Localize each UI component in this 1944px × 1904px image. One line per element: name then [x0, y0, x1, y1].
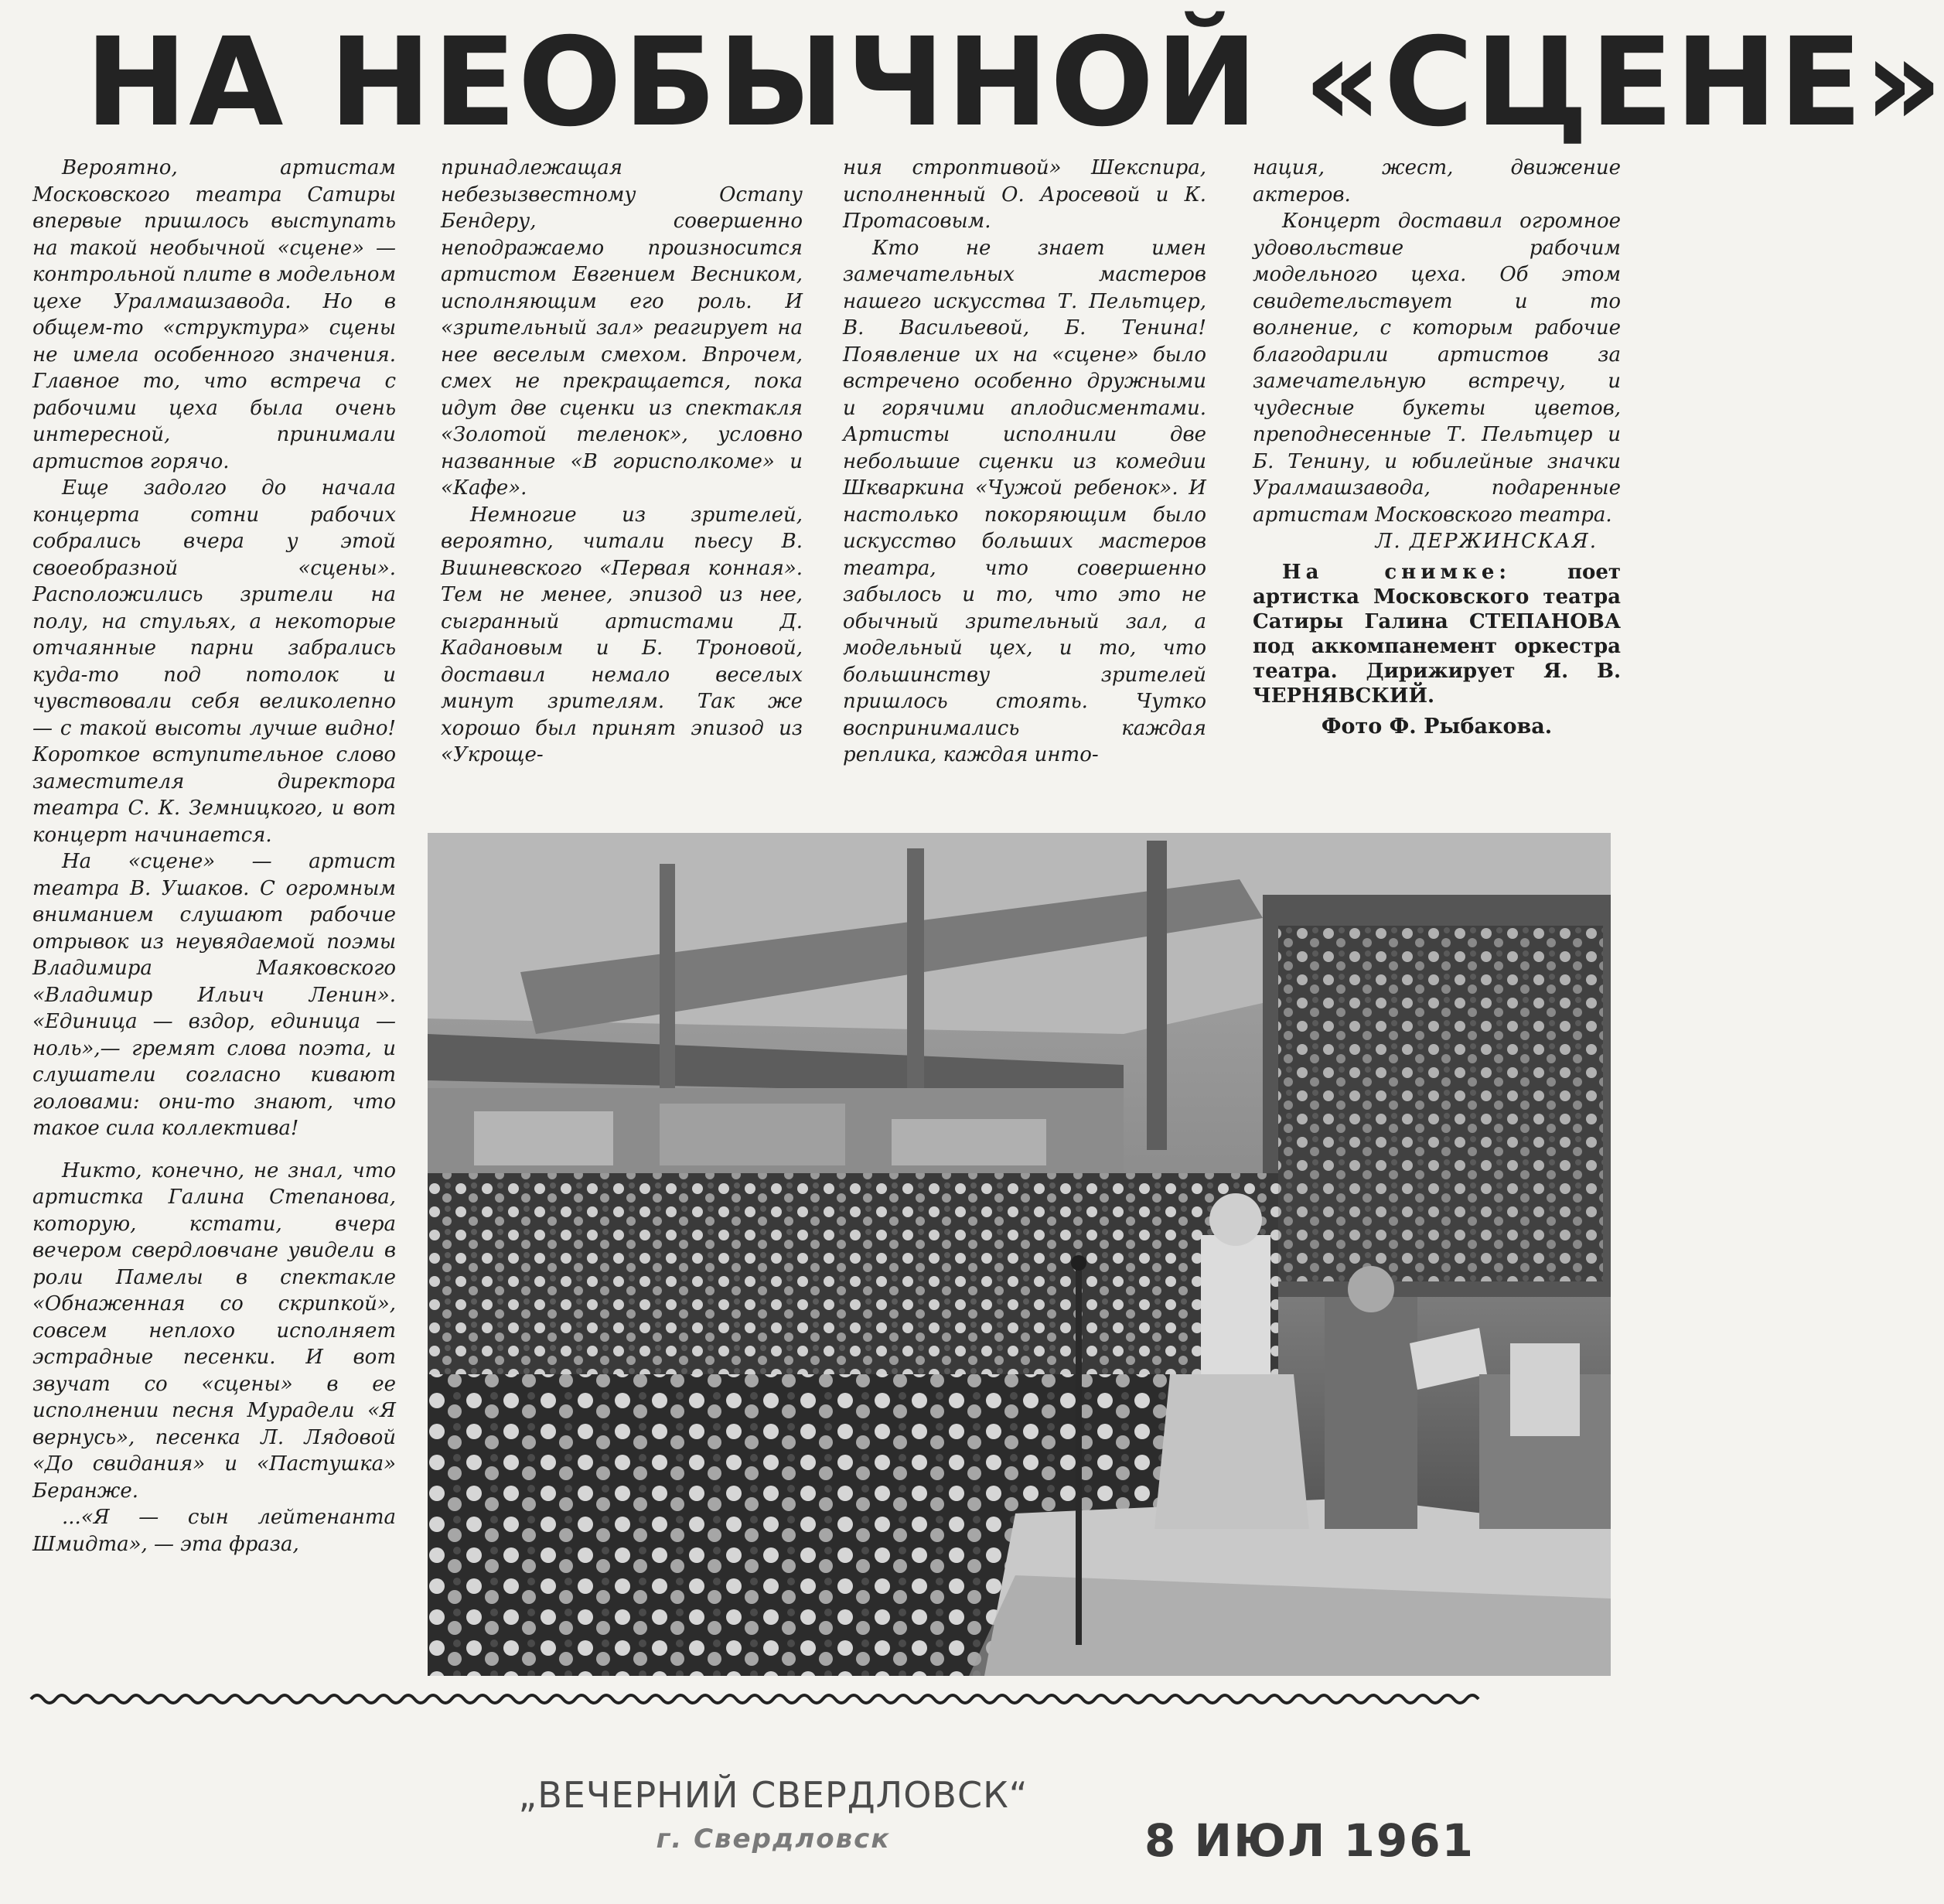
concert-photograph [428, 833, 1611, 1676]
article-column-2 [441, 155, 803, 769]
photo-credit: Фото Ф. Рыбакова. [1321, 714, 1553, 739]
paragraph: принадлежащая небезызвестному Остапу Бендеру, совершенно неподражаемо произносится артистом Евгением Весником, исполняющим его роль. И «зрительный зал» реагирует на нее веселым смехом. Впрочем, смех не прекращается, пока идут две сценки из спектакля «Золотой теленок», условно названные «В горисполкоме» и «Кафе». [441, 156, 803, 500]
article-column-1 [32, 155, 396, 1558]
paragraph: Вероятно, артистам Московского театра Сатиры впервые пришлось выступать на такой необычной «сцене» — контрольной плите в модельном цехе Уралмашзавода. Но в общем-то «структура» сцены не имела особенного значения. Главное то, что встреча с рабочими цеха была очень интересной, принимали артистов горячо. [32, 156, 396, 473]
paragraph: нация, жест, движение актеров. [1253, 156, 1621, 206]
paragraph: ...«Я — сын лейтенанта Шмидта», — эта фраза, [32, 1506, 396, 1556]
paragraph: Кто не знает имен замечательных мастеров нашего искусства Т. Пельтцер, В. Васильевой, Б. Тенина! Появление их на «сцене» было встречено особенно дружными и горячими аплодисментами. Артисты исполнили две небольшие сценки из комедии Шкваркина «Чужой ребенок». И настолько покоряющим было искусство больших мастеров театра, что совершенно забылось и то, что это не обычный зрительный зал, а модельный цех, и то, что большинству зрителей пришлось стоять. Чутко воспринимались каждая реплика, каждая инто- [843, 236, 1206, 766]
city-stamp: г. Свердловск [656, 1824, 891, 1855]
caption-text: поет артистка Московского театра Сатиры Галина СТЕПАНОВА под аккомпанемент оркестра театра. Дирижирует Я. В. ЧЕРНЯВСКИЙ. [1253, 560, 1621, 708]
photo-image [428, 833, 1611, 1676]
paragraph: Немногие из зрителей, вероятно, читали пьесу В. Вишневского «Первая конная». Тем не менее, эпизод из нее, сыгранный артистами Д. Кадановым и Б. Троновой, доставил немало веселых минут зрителям. Так же хорошо был принят эпизод из «Укроще- [441, 503, 803, 766]
paragraph: На «сцене» — артист театра В. Ушаков. С огромным вниманием слушают рабочие отрывок из неувядаемой поэмы Владимира Маяковского «Владимир Ильич Ленин». «Единица — вздор, единица — ноль»,— гремят слова поэта, и слушатели согласно кивают головами: они-то знают, что такое сила коллектива! [32, 850, 396, 1140]
caption-lead: На снимке: [1282, 560, 1512, 584]
paragraph: Никто, конечно, не знал, что артистка Галина Степанова, которую, кстати, вчера вечером свердловчане увидели в роли Памелы в спектакле «Обнаженная со скрипкой», совсем неплохо исполняет эстрадные песенки. И вот звучат со «сцены» в ее исполнении песня Мурадели «Я вернусь», песенка Л. Лядовой «До свидания» и «Пастушка» Беранже. [32, 1158, 396, 1503]
article-column-4 [1253, 155, 1621, 741]
paragraph: ния строптивой» Шекспира, исполненный О. Аросевой и К. Протасовым. [843, 156, 1206, 233]
headline: НА НЕОБЫЧНОЙ «СЦЕНЕ» [85, 12, 1944, 154]
paragraph: Еще задолго до начала концерта сотни рабочих собрались вчера у этой своеобразной «сцены». Расположились зрители на полу, на стульях, а некоторые отчаянные парни забрались куда-то под потолок и чувствовали себя великолепно — с такой высоты лучше видно! Короткое вступительное слово заместителя директора театра С. К. Земницкого, и вот концерт начинается. [32, 476, 396, 847]
author-signature: Л. ДЕРЖИНСКАЯ. [1375, 530, 1598, 553]
article-column-3 [843, 155, 1206, 769]
newspaper-masthead: „ВЕЧЕРНИЙ СВЕРДЛОВСК“ [518, 1774, 1028, 1816]
photo-caption [1253, 560, 1621, 708]
wavy-separator [31, 1687, 1601, 1711]
paragraph: Концерт доставил огромное удовольствие рабочим модельного цеха. Об этом свидетельствует и то волнение, с которым рабочие благодарили артистов за замечательную встречу, и чудесные букеты цветов, преподнесенные Т. Пельтцер и Б. Тенину, и юбилейные значки Уралмашзавода, подаренные артистам Московского театра. [1253, 210, 1621, 527]
date-stamp: 8 ИЮЛ 1961 [1144, 1814, 1475, 1867]
